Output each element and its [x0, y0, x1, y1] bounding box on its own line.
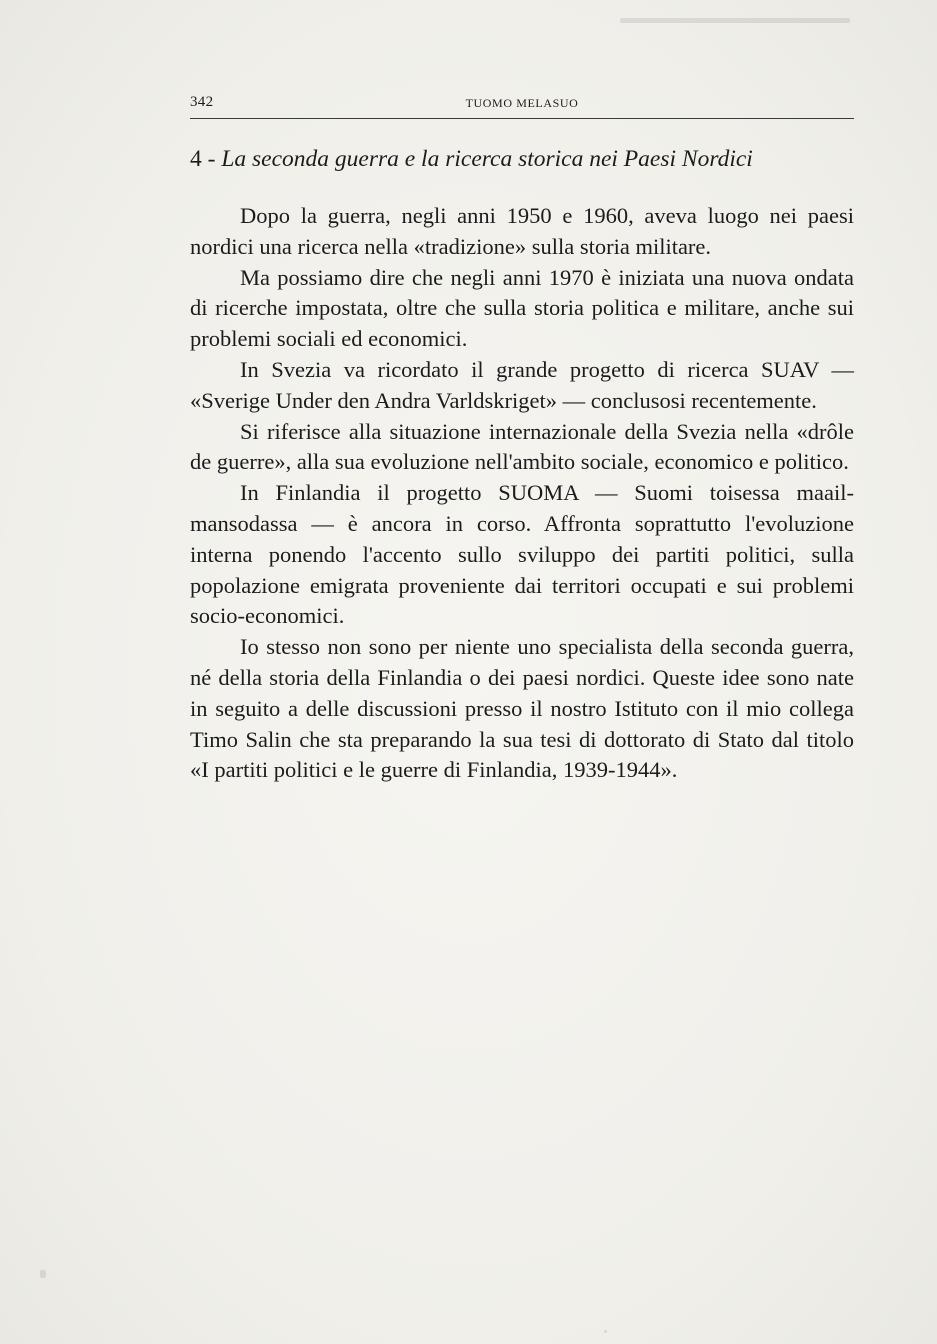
page-number: 342	[190, 94, 214, 110]
paragraph: Si riferisce alla situazione internazionale della Svezia nella «drôle de guerre», alla sua evoluzione nell'ambito sociale, economico e politico.	[190, 418, 854, 475]
paragraph: Io stesso non sono per niente uno specialista della seconda guerra, né della storia della Finlandia o dei paesi nordici. Queste idee sono nate in seguito a delle discussioni presso il nostro Istituto con il mio collega Timo Salin che sta preparando la sua tesi di dottorato di Stato dal titolo «I partiti politici e le guerre di Finlandia, 1939-1944».	[190, 634, 854, 783]
paragraph: Ma possiamo dire che negli anni 1970 è iniziata una nuova ondata di ricerche impostata, oltre che sulla storia politica e militare, anche sui problemi sociali ed economici.	[190, 264, 854, 352]
running-head: TUOMO MELASUO	[465, 96, 579, 110]
paragraph: Dopo la guerra, negli anni 1950 e 1960, aveva luogo nei paesi nordici una ricerca nella «tradizione» sulla storia militare.	[190, 203, 854, 259]
paragraph: In Svezia va ricordato il grande progetto di ricerca SUAV — «Sverige Under den Andra Varldskriget» — conclusosi recentemente.	[190, 356, 854, 413]
paragraph: In Finlandia il progetto SUOMA — Suomi toisessa maailmansodassa — è ancora in corso. Affronta soprattutto l'evoluzione interna ponendo l'accento sullo sviluppo dei partiti politici, sulla popolazione emigrata proveniente dai territori occupati e sui problemi socio-economici.	[190, 480, 854, 629]
section-heading	[190, 141, 854, 177]
section-title: La seconda guerra e la ricerca storica nei Paesi Nordici	[221, 146, 753, 172]
section-number: 4 -	[190, 146, 216, 172]
page-body	[190, 141, 854, 786]
bleed-through-mark	[40, 1270, 46, 1278]
bleed-through-mark	[620, 18, 850, 23]
page-header	[190, 92, 854, 119]
bleed-through-mark	[604, 1330, 607, 1333]
